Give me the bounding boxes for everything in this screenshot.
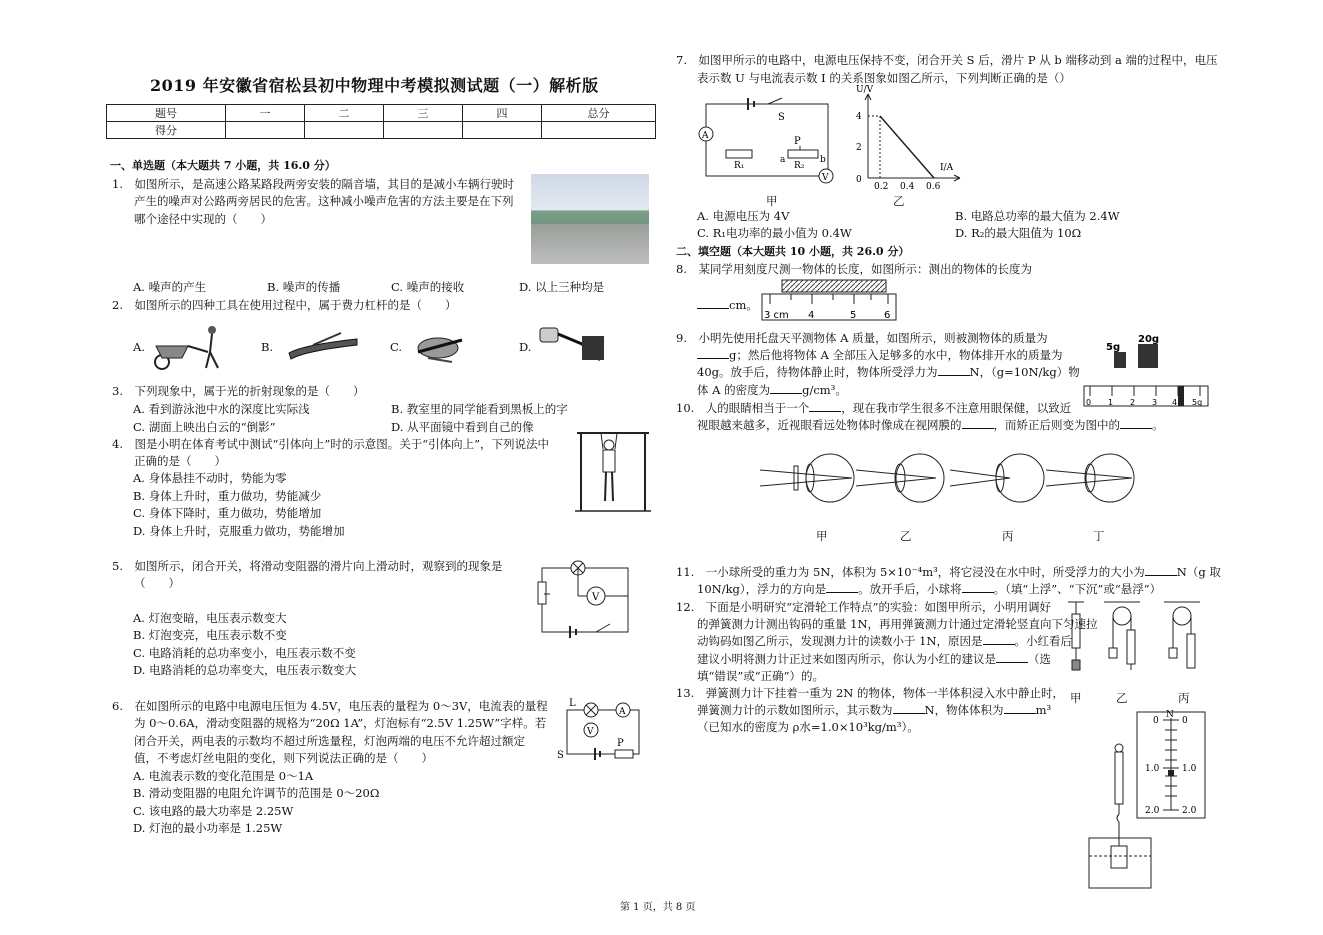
noise-barrier-photo (531, 174, 649, 264)
option-a[interactable]: A. 灯泡变暗，电压表示数变大 (133, 611, 287, 625)
option-b[interactable]: B. 灯泡变亮，电压表示数不变 (133, 628, 287, 642)
table-cell (305, 122, 384, 139)
question-12-text: 填“错误”或“正确”）的。 (697, 669, 825, 683)
page-footer: 第 1 页，共 8 页 (620, 902, 696, 913)
question-4-text: 4. 图是小明在体育考试中测试“引体向上”时的示意图。关于“引体向上”，下列说法中 (112, 437, 549, 451)
figure-label-yi: 乙 (893, 194, 905, 208)
question-2-text: 2. 如图所示的四种工具在使用过程中，属于费力杠杆的是（ ） (112, 298, 457, 312)
question-9-fragment: g/cm³。 (802, 383, 847, 397)
pull-up-figure (573, 427, 653, 513)
svg-text:V: V (822, 173, 829, 183)
figure-label-ding: 丁 (1093, 529, 1105, 543)
question-10-text (676, 400, 1071, 416)
question-6-text: 闭合开关，两电表的示数均不超过所选量程，灯泡两端的电压不允许超过额定 (134, 734, 525, 748)
scale-label: 2 (1130, 398, 1136, 407)
svg-text:A: A (619, 707, 626, 717)
question-10-fragment: 10. 人的眼睛相当于一个 (676, 401, 810, 415)
table-cell: 二 (305, 105, 384, 122)
circuit-diagram-q5 (536, 558, 636, 636)
svg-text:b: b (820, 155, 826, 165)
svg-text:A: A (702, 131, 709, 141)
question-6-text: 值，不考虑灯丝电阻的变化，则下列说法正确的是（ ） (134, 751, 433, 765)
option-b[interactable]: B. 电路总功率的最大值为 2.4W (955, 209, 1120, 223)
ruler-figure (760, 278, 900, 324)
document-title: 2019 年安徽省宿松县初中物理中考模拟测试题（一）解析版 (150, 76, 599, 95)
option-d[interactable]: D. (519, 340, 532, 354)
question-12-text (697, 651, 1051, 667)
figure-label-jia: 甲 (816, 529, 828, 543)
option-a[interactable]: A. 电源电压为 4V (697, 209, 790, 223)
section-heading: 一、单选题（本大题共 7 小题，共 16.0 分） (110, 159, 336, 172)
question-10-fragment: 视眼越来越多，近视眼看远处物体时像成在视网膜的 (697, 418, 962, 432)
option-d[interactable]: D. 以上三种均是 (519, 280, 605, 294)
scale-tick: 0 (1153, 716, 1159, 726)
question-11-fragment: N（g 取 (1176, 565, 1221, 579)
svg-text:P: P (617, 738, 624, 749)
question-12-fragment: （选 (1028, 652, 1051, 666)
figure-label-bing: 丙 (1178, 691, 1190, 705)
scale-tick: 1.0 (1145, 764, 1160, 774)
option-c[interactable]: C. (390, 340, 403, 354)
question-9-fragment: 40g。放手后，待物体静止时，物体所受浮力为 (697, 365, 938, 379)
question-1-text: 产生的噪声对公路两旁居民的危害。这种减小噪声危害的方法主要是在下列 (134, 194, 514, 208)
answer-blank[interactable] (962, 417, 994, 429)
svg-text:R₁: R₁ (734, 161, 745, 171)
section-heading: 二、填空题（本大题共 10 小题，共 26.0 分） (676, 245, 910, 258)
svg-text:a: a (780, 155, 786, 165)
question-9-fragment: 体 A 的密度为 (697, 383, 771, 397)
option-b[interactable]: B. 噪声的传播 (267, 280, 341, 294)
question-7-text: 表示数 U 与电流表示数 I 的关系图象如图乙所示，下列判断正确的是（） (697, 71, 1071, 85)
scale-tick: 2.0 (1182, 806, 1197, 816)
answer-blank[interactable] (938, 364, 970, 376)
circuit-diagram-q6 (555, 696, 645, 766)
unit-text: cm。 (729, 298, 758, 312)
option-d[interactable]: D. 从平面镜中看到自己的像 (391, 420, 534, 434)
scale-label: 4 (1172, 398, 1178, 407)
question-11-fragment: 10N/kg），浮力的方向是 (697, 582, 827, 596)
tweezers-icon (283, 325, 363, 365)
question-13-fragment: 弹簧测力计的示数如图所示，其示数为 (697, 703, 893, 717)
question-11-fragment: 11. 一小球所受的重力为 5N，体积为 5×10⁻⁴m³，将它浸没在水中时，所受浮力的大小为 (676, 565, 1145, 579)
option-b[interactable]: B. 教室里的同学能看到黑板上的字 (391, 402, 568, 416)
option-b[interactable]: B. (261, 340, 274, 354)
u-i-graph (848, 86, 968, 196)
svg-text:V: V (592, 592, 600, 603)
eye-diagrams (760, 450, 1140, 510)
option-d[interactable]: D. R₂的最大阻值为 10Ω (955, 226, 1082, 240)
question-13-fragment: m³ (1035, 703, 1052, 717)
question-12-text (697, 633, 1072, 649)
graph-ytick: 2 (856, 143, 862, 153)
circuit-diagram-q7 (696, 94, 836, 194)
answer-blank[interactable] (962, 581, 994, 593)
question-4-text: 正确的是（ ） (134, 454, 226, 468)
table-cell (463, 122, 542, 139)
answer-blank[interactable] (1004, 702, 1036, 714)
svg-text:R₂: R₂ (794, 161, 805, 171)
option-c[interactable]: C. 湖面上映出白云的“倒影” (133, 420, 276, 434)
svg-text:S: S (778, 112, 785, 123)
question-12-text: 12. 下面是小明研究“定滑轮工作特点”的实验：如图甲所示，小明用调好 (676, 600, 1052, 614)
question-1-text: 哪个途径中实现的（ ） (134, 212, 272, 226)
question-12-fragment: 建议小明将测力计正过来如图丙所示，你认为小红的建议是 (697, 652, 996, 666)
scale-tick: 2.0 (1145, 806, 1160, 816)
answer-blank[interactable] (893, 702, 925, 714)
table-cell: 题号 (107, 105, 226, 122)
question-13-text (697, 702, 1051, 718)
weight-label: 20g (1138, 334, 1160, 345)
graph-xtick: 0.6 (926, 182, 941, 192)
ruler-label: 6 (884, 310, 891, 321)
question-6-text: 为 0～0.6A，滑动变阻器的规格为“20Ω 1A”，灯泡标有“2.5V 1.25W”字样。若 (134, 716, 547, 730)
option-a[interactable]: A. 看到游泳池中水的深度比实际浅 (133, 402, 310, 416)
table-cell: 三 (384, 105, 463, 122)
answer-blank[interactable] (809, 400, 841, 412)
graph-ytick: 0 (856, 175, 862, 185)
question-10-fragment: ，而矫正后则变为图中的 (993, 418, 1120, 432)
option-a[interactable]: A. (133, 340, 145, 354)
answer-blank[interactable] (770, 382, 802, 394)
weight-label: 5g (1106, 342, 1121, 353)
question-11-text (697, 581, 1161, 597)
option-d[interactable]: D. 身体上升时，克服重力做功，势能增加 (133, 524, 345, 538)
scale-tick: 1.0 (1182, 764, 1197, 774)
question-9-text: 9. 小明先使用托盘天平测物体 A 质量，如图所示，则被测物体的质量为 (676, 331, 1048, 345)
table-cell (226, 122, 305, 139)
figure-label-jia: 甲 (766, 194, 778, 208)
question-12-fragment: 。小红看后 (1014, 634, 1073, 648)
figure-label-jia: 甲 (1070, 691, 1082, 705)
graph-xlabel: I/A (940, 163, 954, 173)
question-5-text: （ ） (134, 576, 180, 590)
scale-tick: 0 (1182, 716, 1188, 726)
answer-blank[interactable] (983, 633, 1015, 645)
question-10-fragment: 。 (1152, 418, 1164, 432)
answer-blank[interactable] (826, 581, 858, 593)
option-b[interactable]: B. 滑动变阻器的电阻允许调节的范围是 0～20Ω (133, 786, 380, 800)
question-7-text: 7. 如图甲所示的电路中，电源电压保持不变，闭合开关 S 后，滑片 P 从 b 端移动到 a 端的过程中，电压 (676, 53, 1218, 67)
svg-text:P: P (794, 136, 801, 147)
balance-figure (1080, 330, 1212, 410)
question-12-text: 的弹簧测力计测出钩码的重量 1N，再用弹簧测力计通过定滑轮竖直向下匀速拉 (697, 617, 1098, 631)
question-8-answer-line (697, 297, 758, 313)
pliers-icon (538, 322, 608, 366)
scale-label: 3 (1152, 398, 1158, 407)
question-1-text: 1. 如图所示，是高速公路某路段两旁安装的隔音墙，其目的是减小车辆行驶时 (112, 177, 514, 191)
scale-label: 5g (1192, 398, 1203, 407)
question-13-text: 13. 弹簧测力计下挂着一重为 2N 的物体，物体一半体积浸入水中静止时， (676, 686, 1064, 700)
score-table-score-row (107, 122, 656, 139)
svg-text:S: S (557, 750, 564, 761)
scale-label: 1 (1108, 398, 1114, 407)
graph-xtick: 0.4 (900, 182, 915, 192)
ruler-label: 5 (850, 310, 857, 321)
question-3-text: 3. 下列现象中，属于光的折射现象的是（ ） (112, 384, 365, 398)
question-12-fragment: 动钩码如图乙所示，发现测力计的读数小于 1N，原因是 (697, 634, 983, 648)
question-9-fragment: g；然后他将物体 A 全部压入足够多的水中，物体排开水的质量为 (729, 348, 1063, 362)
answer-blank[interactable] (697, 297, 729, 309)
option-c[interactable]: C. 电路消耗的总功率变小，电压表示数不变 (133, 646, 356, 660)
answer-blank[interactable] (697, 347, 729, 359)
scale-label: 0 (1086, 398, 1092, 407)
option-c[interactable]: C. R₁电功率的最小值为 0.4W (697, 226, 852, 240)
spring-scale-figure (1085, 710, 1210, 892)
answer-blank[interactable] (1120, 417, 1152, 429)
answer-blank[interactable] (996, 651, 1028, 663)
scale-unit: N (1166, 710, 1174, 720)
question-11-fragment: 。（填“上浮”、“下沉”或“悬浮”） (993, 582, 1162, 596)
question-5-text: 5. 如图所示，闭合开关，将滑动变阻器的滑片向上滑动时，观察到的现象是 (112, 559, 503, 573)
score-table (106, 104, 656, 139)
option-c[interactable]: C. 该电路的最大功率是 2.25W (133, 804, 294, 818)
ruler-label: 3 cm (764, 310, 789, 321)
option-d[interactable]: D. 电路消耗的总功率变大，电压表示数变大 (133, 663, 357, 677)
question-10-text (697, 417, 1164, 433)
option-a[interactable]: A. 身体悬挂不动时，势能为零 (133, 471, 287, 485)
bottle-opener-icon (412, 322, 472, 366)
graph-ylabel: U/V (856, 85, 874, 95)
question-10-fragment: ，现在我市学生很多不注意用眼保健，以致近 (841, 401, 1072, 415)
question-9-text (697, 364, 1080, 380)
table-cell (384, 122, 463, 139)
figure-label-bing: 丙 (1002, 529, 1014, 543)
question-6-text: 6. 在如图所示的电路中电源电压恒为 4.5V，电压表的量程为 0～3V，电流表的量程 (112, 699, 548, 713)
question-11-fragment: 。放开手后，小球将 (858, 582, 962, 596)
question-9-text (697, 347, 1062, 363)
graph-ytick: 4 (856, 112, 862, 122)
question-8-text: 8. 某同学用刻度尺测一物体的长度，如图所示：测出的物体的长度为 (676, 262, 1032, 276)
option-a[interactable]: A. 噪声的产生 (133, 280, 207, 294)
table-cell: 四 (463, 105, 542, 122)
option-d[interactable]: D. 灯泡的最小功率是 1.25W (133, 821, 283, 835)
wheelbarrow-icon (148, 322, 228, 372)
question-9-fragment: N，（g=10N/kg）物 (969, 365, 1080, 379)
table-cell (542, 122, 656, 139)
question-9-text (697, 382, 847, 398)
option-b[interactable]: B. 身体上升时，重力做功，势能减少 (133, 489, 322, 503)
graph-xtick: 0.2 (874, 182, 889, 192)
question-13-text: （已知水的密度为 ρ水=1.0×10³kg/m³）。 (697, 720, 919, 734)
option-a[interactable]: A. 电流表示数的变化范围是 0～1A (133, 769, 314, 783)
table-cell: 得分 (107, 122, 226, 139)
question-11-text (676, 564, 1221, 580)
table-cell: 一 (226, 105, 305, 122)
svg-text:V: V (587, 727, 594, 737)
question-13-fragment: N，物体体积为 (924, 703, 1004, 717)
table-cell: 总分 (542, 105, 656, 122)
option-c[interactable]: C. 身体下降时，重力做功，势能增加 (133, 506, 322, 520)
ruler-label: 4 (808, 310, 815, 321)
option-c[interactable]: C. 噪声的接收 (391, 280, 465, 294)
figure-label-yi: 乙 (1116, 691, 1128, 705)
score-table-header-row (107, 105, 656, 122)
figure-label-yi: 乙 (900, 529, 912, 543)
answer-blank[interactable] (1145, 564, 1177, 576)
pulley-figures (1064, 600, 1214, 690)
svg-text:L: L (569, 698, 576, 709)
